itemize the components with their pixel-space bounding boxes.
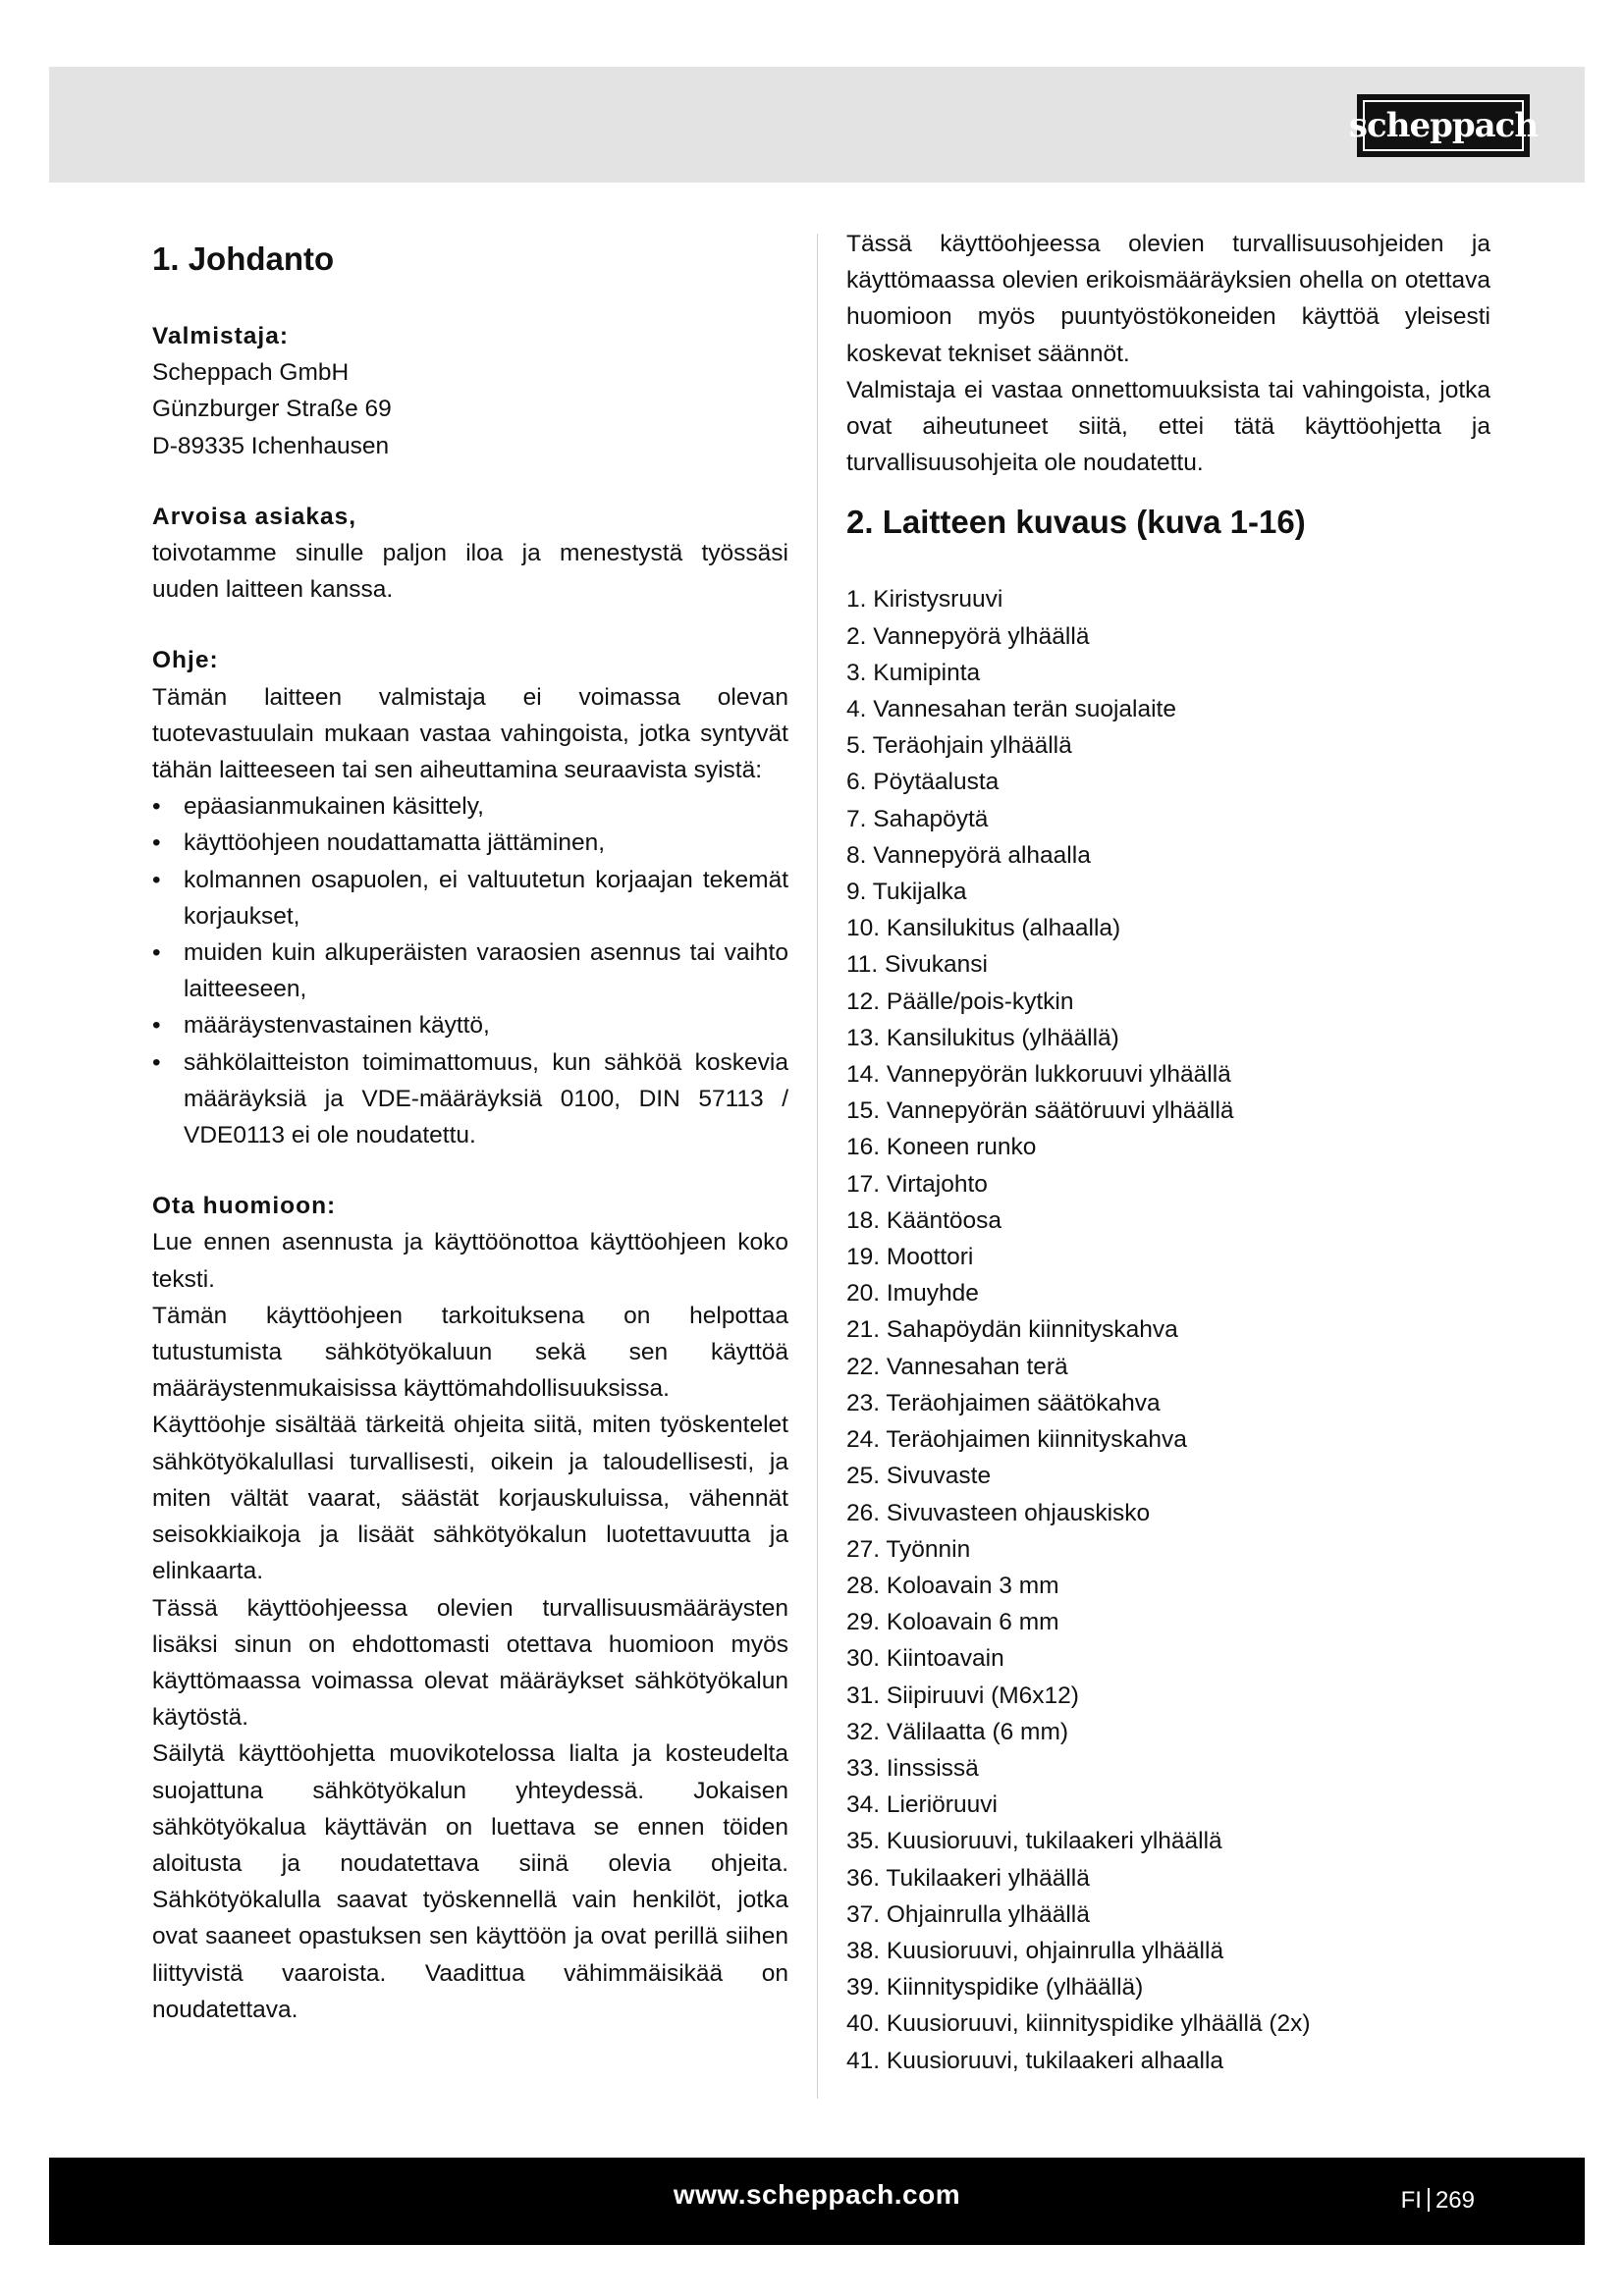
list-item: 36. Tukilaakeri ylhäällä — [846, 1864, 1090, 1892]
attention-paragraph: Tässä käyttöohjeessa olevien turvallisuusmääräysten lisäksi sinun on ehdottomasti otettava huomioon myös käyttömaassa voimassa olevat määräykset sähkötyökalun käytöstä. — [152, 1594, 788, 1732]
note-bullet-list — [152, 788, 788, 1153]
list-item: 11. Sivukansi — [846, 951, 988, 979]
list-item: 18. Kääntöosa — [846, 1206, 1002, 1234]
list-item: 38. Kuusioruuvi, ohjainrulla ylhäällä — [846, 1937, 1224, 1964]
list-item: • määräystenvastainen käyttö, — [152, 1007, 788, 1043]
list-item: 22. Vannesahan terä — [846, 1353, 1068, 1380]
left-column — [152, 226, 788, 2028]
parts-list — [846, 581, 1490, 2078]
scheppach-logo — [1348, 94, 1539, 157]
list-item: 8. Vannepyörä alhaalla — [846, 841, 1091, 869]
attention-paragraph: Tämän käyttöohjeen tarkoituksena on helpottaa tutustumista sähkötyökaluun sekä sen käyttöä määräystenmukaisissa käyttömahdollisuuksissa. — [152, 1302, 788, 1403]
intro-paragraph: Tässä käyttöohjeessa olevien turvallisuusohjeiden ja käyttömaassa olevien erikoismääräyksien ohella on otettava huomioon myös puuntyöstökoneiden käyttöä yleisesti koskevat tekniset säännöt. — [846, 231, 1490, 367]
list-item: 4. Vannesahan terän suojalaite — [846, 696, 1176, 723]
manufacturer-line: D-89335 Ichenhausen — [152, 432, 390, 459]
list-item: 14. Vannepyörän lukkoruuvi ylhäällä — [846, 1061, 1231, 1089]
manufacturer-line: Günzburger Straße 69 — [152, 396, 392, 423]
page-footer — [49, 2158, 1585, 2245]
list-item: 12. Päälle/pois-kytkin — [846, 988, 1074, 1015]
list-item: 27. Työnnin — [846, 1535, 971, 1563]
list-item: 37. Ohjainrulla ylhäällä — [846, 1900, 1090, 1928]
manufacturer-line: Scheppach GmbH — [152, 359, 350, 387]
list-item: • kolmannen osapuolen, ei valtuutetun korjaajan tekemät korjaukset, — [152, 862, 788, 934]
list-item: 7. Sahapöytä — [846, 805, 989, 832]
list-item: 40. Kuusioruuvi, kiinnityspidike ylhäällä (2x) — [846, 2010, 1311, 2038]
list-item: 2. Vannepyörä ylhäällä — [846, 622, 1090, 650]
separator — [1428, 2188, 1430, 2212]
list-item: 32. Välilaatta (6 mm) — [846, 1718, 1069, 1745]
attention-paragraph: Lue ennen asennusta ja käyttöönottoa käyttöohjeen koko teksti. — [152, 1229, 788, 1293]
attention-paragraph: Käyttöohje sisältää tärkeitä ohjeita siitä, miten työskentelet sähkötyökalullasi turvallisesti, oikein ja taloudellisesti, ja miten vältät vaarat, säästät korjauskuluissa, vähennät seisokkiaikoja ja lisäät sähkötyökalun luotettavuutta ja elinkaarta. — [152, 1412, 788, 1585]
list-item: 5. Teräohjain ylhäällä — [846, 732, 1072, 760]
list-item: 23. Teräohjaimen säätökahva — [846, 1389, 1161, 1416]
list-item: • käyttöohjeen noudattamatta jättäminen, — [152, 825, 788, 861]
section-2-title: 2. Laitteen kuvaus (kuva 1-16) — [846, 504, 1306, 541]
list-item: • muiden kuin alkuperäisten varaosien asennus tai vaihto laitteeseen, — [152, 934, 788, 1007]
list-item: 16. Koneen runko — [846, 1134, 1037, 1161]
website-link[interactable]: www.scheppach.com — [673, 2179, 961, 2210]
language-code: FI — [1400, 2187, 1422, 2214]
list-item: 31. Siipiruuvi (M6x12) — [846, 1682, 1079, 1709]
page-header — [49, 67, 1585, 183]
list-item: 35. Kuusioruuvi, tukilaakeri ylhäällä — [846, 1828, 1222, 1855]
greeting-text: toivotamme sinulle paljon iloa ja menestystä työssäsi uuden laitteen kanssa. — [152, 540, 788, 604]
intro-paragraph: Valmistaja ei vastaa onnettomuuksista tai vahingoista, jotka ovat aiheutuneet siitä, ettei tätä käyttöohjetta ja turvallisuusohjeita ole noudatettu. — [846, 376, 1490, 477]
page-indicator — [1401, 2187, 1475, 2215]
list-item: 20. Imuyhde — [846, 1280, 979, 1308]
list-item: 34. Lieriöruuvi — [846, 1791, 998, 1819]
note-text: Tämän laitteen valmistaja ei voimassa olevan tuotevastuulain mukaan vastaa vahingoista, jotka syntyvät tähän laitteeseen tai sen aiheuttamina seuraavista syistä: — [152, 683, 788, 784]
list-item: 33. Iinssissä — [846, 1754, 979, 1782]
manufacturer-label: Valmistaja: — [152, 323, 290, 349]
right-column — [846, 226, 1490, 2079]
list-item: 21. Sahapöydän kiinnityskahva — [846, 1316, 1178, 1344]
list-item: 28. Koloavain 3 mm — [846, 1572, 1059, 1599]
page-number: 269 — [1435, 2187, 1475, 2214]
list-item: 6. Pöytäalusta — [846, 769, 1000, 796]
list-item: 3. Kumipinta — [846, 659, 981, 686]
note-label: Ohje: — [152, 647, 219, 674]
list-item: 25. Sivuvaste — [846, 1463, 992, 1490]
list-item: 19. Moottori — [846, 1244, 974, 1271]
list-item: 10. Kansilukitus (alhaalla) — [846, 915, 1121, 942]
list-item: • sähkölaitteiston toimimattomuus, kun sähköä koskevia määräyksiä ja VDE-määräyksiä 0100, DIN 57113 / VDE0113 ei ole noudatettu. — [152, 1044, 788, 1154]
list-item: • epäasianmukainen käsittely, — [152, 788, 788, 825]
attention-label: Ota huomioon: — [152, 1193, 337, 1220]
list-item: 29. Koloavain 6 mm — [846, 1609, 1059, 1636]
logo-text: scheppach — [1363, 100, 1524, 151]
list-item: 41. Kuusioruuvi, tukilaakeri alhaalla — [846, 2047, 1224, 2074]
list-item: 30. Kiintoavain — [846, 1645, 1004, 1673]
list-item: 9. Tukijalka — [846, 879, 967, 906]
section-1-title: 1. Johdanto — [152, 240, 335, 277]
greeting-label: Arvoisa asiakas, — [152, 503, 357, 530]
list-item: 24. Teräohjaimen kiinnityskahva — [846, 1426, 1187, 1454]
column-divider — [817, 234, 818, 2099]
list-item: 1. Kiristysruuvi — [846, 586, 1003, 614]
list-item: 13. Kansilukitus (ylhäällä) — [846, 1024, 1119, 1051]
list-item: 39. Kiinnityspidike (ylhäällä) — [846, 1974, 1144, 2002]
list-item: 17. Virtajohto — [846, 1170, 988, 1198]
attention-paragraph: Säilytä käyttöohjetta muovikotelossa lialta ja kosteudelta suojattuna sähkötyökalun yhteydessä. Jokaisen sähkötyökalua käyttävän on luettava se ennen töiden aloitusta ja noudatettava siinä olevia ohjeita. Sähkötyökalulla saavat työskennellä vain henkilöt, jotka ovat saaneet opastuksen sen käyttöön ja ovat perillä siihen liittyvistä vaaroista. Vaadittua vähimmäisikää on noudatettava. — [152, 1740, 788, 2023]
list-item: 15. Vannepyörän säätöruuvi ylhäällä — [846, 1097, 1234, 1125]
list-item: 26. Sivuvasteen ohjauskisko — [846, 1499, 1151, 1526]
